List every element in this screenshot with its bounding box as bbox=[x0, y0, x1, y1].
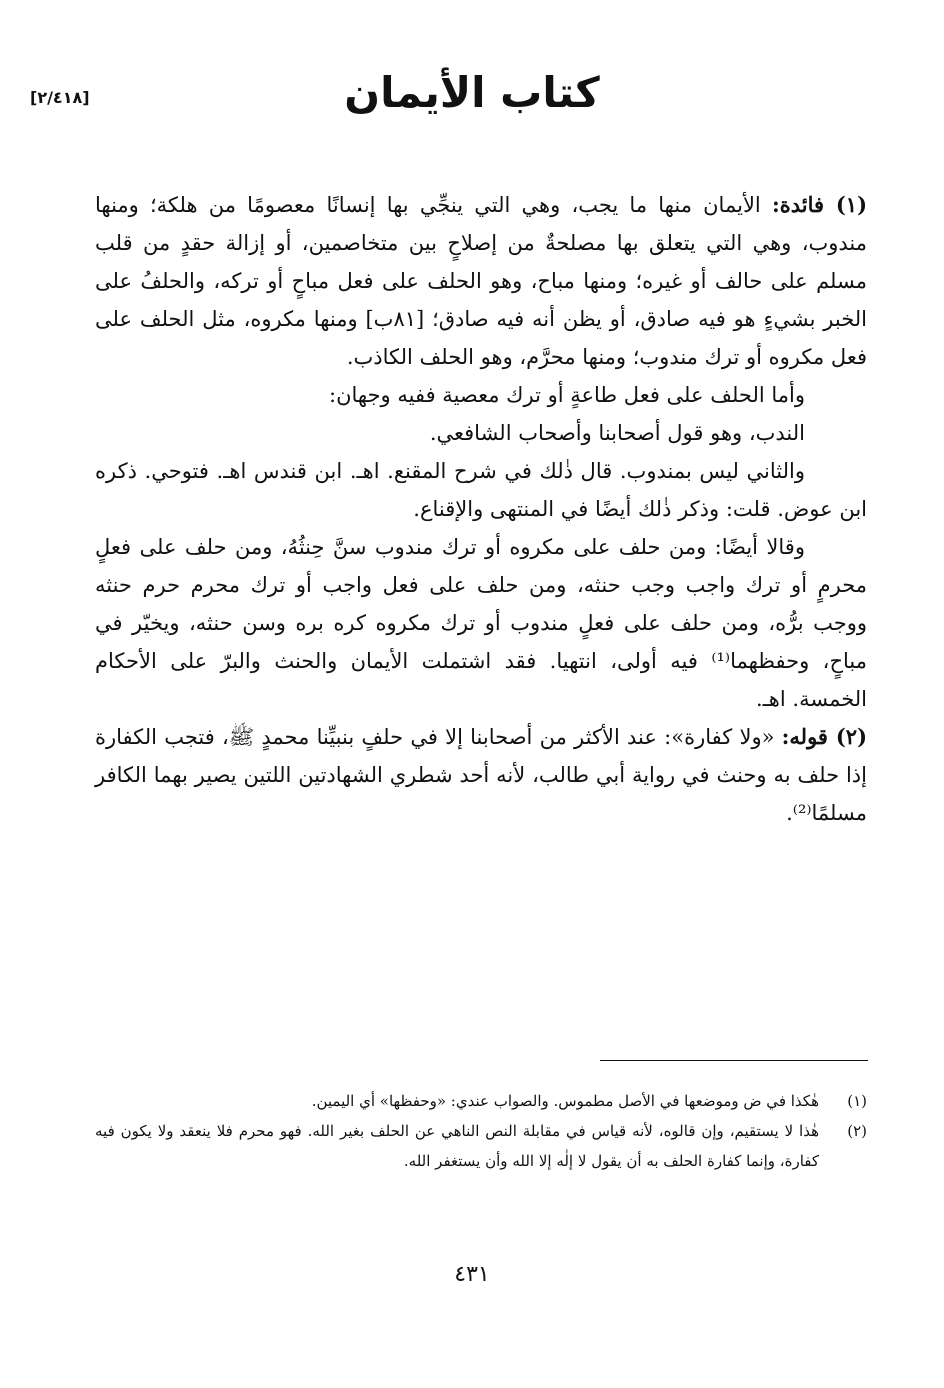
paragraph-5: وقالا أيضًا: ومن حلف على مكروه أو ترك مندوب سنَّ حِنثُهُ، ومن حلف على فعلٍ محرمٍ أو ترك واجب وجب حنثه، ومن حلف على فعل واجب أو ترك محرم حرم حنثه ووجب برُّه، ومن حلف على فعلٍ مندوب أو ترك مكروه كره بره وسن حنثه، ويخيّر في مباحٍ، وحفظهما⁽¹⁾ فيه أولى، انتهيا. فقد اشتملت الأيمان والحنث والبرّ على الأحكام الخمسة. اهـ. bbox=[95, 535, 867, 711]
note-2-label: (٢) قوله: bbox=[781, 724, 867, 749]
paragraph-6-text: «ولا كفارة»: عند الأكثر من أصحابنا إلا في حلفٍ بنبيِّنا محمدٍ ﷺ، فتجب الكفارة إذا حلف به وحنث في رواية أبي طالب، لأنه أحد شطري الشهادتين اللتين يصير بهما الكافر مسلمًا⁽²⁾. bbox=[95, 725, 867, 825]
paragraph-3: الندب، وهو قول أصحابنا وأصحاب الشافعي. bbox=[429, 421, 805, 445]
footnote-1 bbox=[95, 1086, 867, 1116]
footnotes bbox=[95, 1086, 867, 1176]
footnote-divider bbox=[600, 1060, 868, 1061]
footnote-number: (١) bbox=[847, 1092, 867, 1110]
paragraph-4: والثاني ليس بمندوب. قال ذٰلك في شرح المقنع. اهـ. ابن قندس اهـ. فتوحي. ذكره ابن عوض. قلت: وذكر ذٰلك أيضًا في المنتهى والإقناع. bbox=[95, 459, 867, 521]
volume-page-reference: [٢/٤١٨] bbox=[30, 88, 90, 107]
paragraph-6 bbox=[95, 718, 867, 832]
main-text bbox=[95, 186, 867, 832]
footnote-text: هٰذا لا يستقيم، وإن قالوه، لأنه قياس في مقابلة النص الناهي عن الحلف بغير الله. فهو محرم فلا ينعقد ولا يكون فيه كفارة، وإنما كفارة الحلف به أن يقول لا إلٰه إلا الله وأن يستغفر الله. bbox=[95, 1122, 819, 1170]
paragraph-1 bbox=[95, 186, 867, 376]
page-number: ٤٣١ bbox=[454, 1262, 490, 1287]
chapter-title: كتاب الأيمان bbox=[344, 68, 600, 117]
paragraph-1-text: الأيمان منها ما يجب، وهي التي ينجِّي بها إنسانًا معصومًا من هلكة؛ ومنها مندوب، وهي التي يتعلق بها مصلحةٌ من إصلاحٍ بين متخاصمين، أو إزالة حقدٍ من قلب مسلم على حالف أو غيره؛ ومنها مباح، وهو الحلف على فعل مباحٍ أو تركه، والحلفُ على الخبر بشيءٍ هو فيه صادق، أو يظن أنه فيه صادق؛ [٨١ب] ومنها مكروه، مثل الحلف على فعل مكروه أو ترك مندوب؛ ومنها محرَّم، وهو الحلف الكاذب. bbox=[95, 193, 867, 369]
footnote-2 bbox=[95, 1116, 867, 1176]
footnote-text: هٰكذا في ض وموضعها في الأصل مطموس. والصواب عندي: «وحفظها» أي اليمين. bbox=[311, 1092, 819, 1110]
note-1-label: (١) فائدة: bbox=[771, 192, 867, 217]
paragraph-2: وأما الحلف على فعل طاعةٍ أو ترك معصية ففيه وجهان: bbox=[329, 383, 805, 407]
footnote-number: (٢) bbox=[847, 1122, 867, 1140]
